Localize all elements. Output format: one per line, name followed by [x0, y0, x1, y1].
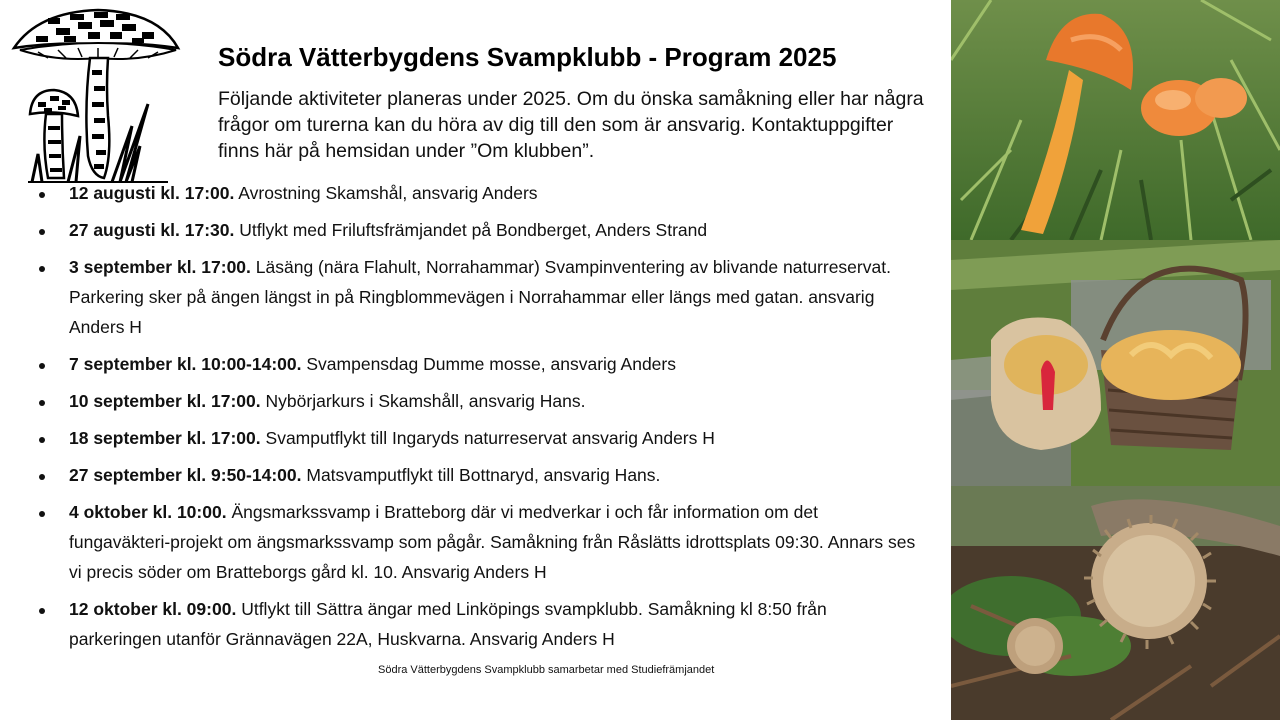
bullet-icon: [39, 363, 45, 369]
event-date: 18 september kl. 17:00.: [69, 428, 261, 448]
photo-column: [951, 0, 1280, 720]
event-description: Ängsmarkssvamp i Bratteborg där vi medverkar i och får information om det fungaväkteri-projekt om ängsmarkssvamp som pågår. Samåkning från Råslätts idrottsplats 09:30. Annars ses vi precis söder om Bratteborgs gård kl. 10. Ansvarig Anders H: [69, 502, 916, 582]
event-date: 12 augusti kl. 17:00.: [69, 183, 235, 203]
event-date: 10 september kl. 17:00.: [69, 391, 261, 411]
list-item: [30, 460, 920, 490]
bullet-icon: [39, 400, 45, 406]
footer-text: Södra Vätterbygdens Svampklubb samarbetar med Studiefrämjandet: [378, 664, 715, 676]
event-description: Svamputflykt till Ingaryds naturreservat ansvarig Anders H: [265, 428, 715, 448]
event-date: 4 oktober kl. 10:00.: [69, 502, 227, 522]
event-date: 12 oktober kl. 09:00.: [69, 599, 237, 619]
event-description: Utflykt till Sättra ängar med Linköpings svampklubb. Samåkning kl 8:50 från parkeringen utanför Grännavägen 22A, Huskvarna. Ansvarig Anders H: [69, 599, 827, 649]
list-item: [30, 215, 920, 245]
event-date: 3 september kl. 17:00.: [69, 257, 251, 277]
bullet-icon: [39, 608, 45, 614]
list-item: [30, 252, 920, 342]
event-description: Läsäng (nära Flahult, Norrahammar) Svampinventering av blivande naturreservat. Parkering sker på ängen längst in på Ringblommevägen i Norrahammar eller längs med gatan. ansvarig Anders H: [69, 257, 891, 337]
bullet-icon: [39, 474, 45, 480]
event-description: Matsvamputflykt till Bottnaryd, ansvarig Hans.: [306, 465, 661, 485]
bullet-icon: [39, 229, 45, 235]
list-item: [30, 497, 920, 587]
event-description: Utflykt med Friluftsfrämjandet på Bondberget, Anders Strand: [239, 220, 708, 240]
event-date: 27 september kl. 9:50-14:00.: [69, 465, 302, 485]
event-date: 7 september kl. 10:00-14:00.: [69, 354, 302, 374]
event-date: 27 augusti kl. 17:30.: [69, 220, 235, 240]
photo-puffball: [951, 486, 1280, 720]
event-description: Avrostning Skamshål, ansvarig Anders: [238, 183, 538, 203]
event-description: Svampensdag Dumme mosse, ansvarig Anders: [306, 354, 676, 374]
intro-text: Följande aktiviteter planeras under 2025. Om du önska samåkning eller har några frågor om turerna kan du höra av dig till den som är ansvarig. Kontaktuppgifter finns här på hemsidan under ”Om klubben”.: [218, 88, 924, 162]
bullet-icon: [39, 511, 45, 517]
bullet-icon: [39, 437, 45, 443]
program-list: [30, 178, 920, 661]
list-item: [30, 349, 920, 379]
mushroom-logo-icon: [8, 6, 183, 184]
event-description: Nybörjarkurs i Skamshåll, ansvarig Hans.: [265, 391, 586, 411]
bullet-icon: [39, 192, 45, 198]
list-item: [30, 423, 920, 453]
photo-baskets: [951, 240, 1280, 486]
list-item: [30, 386, 920, 416]
list-item: [30, 178, 920, 208]
photo-orange-mushrooms: [951, 0, 1280, 240]
bullet-icon: [39, 266, 45, 272]
list-item: [30, 594, 920, 654]
page-title: Södra Vätterbygdens Svampklubb - Program 2025: [218, 42, 837, 72]
